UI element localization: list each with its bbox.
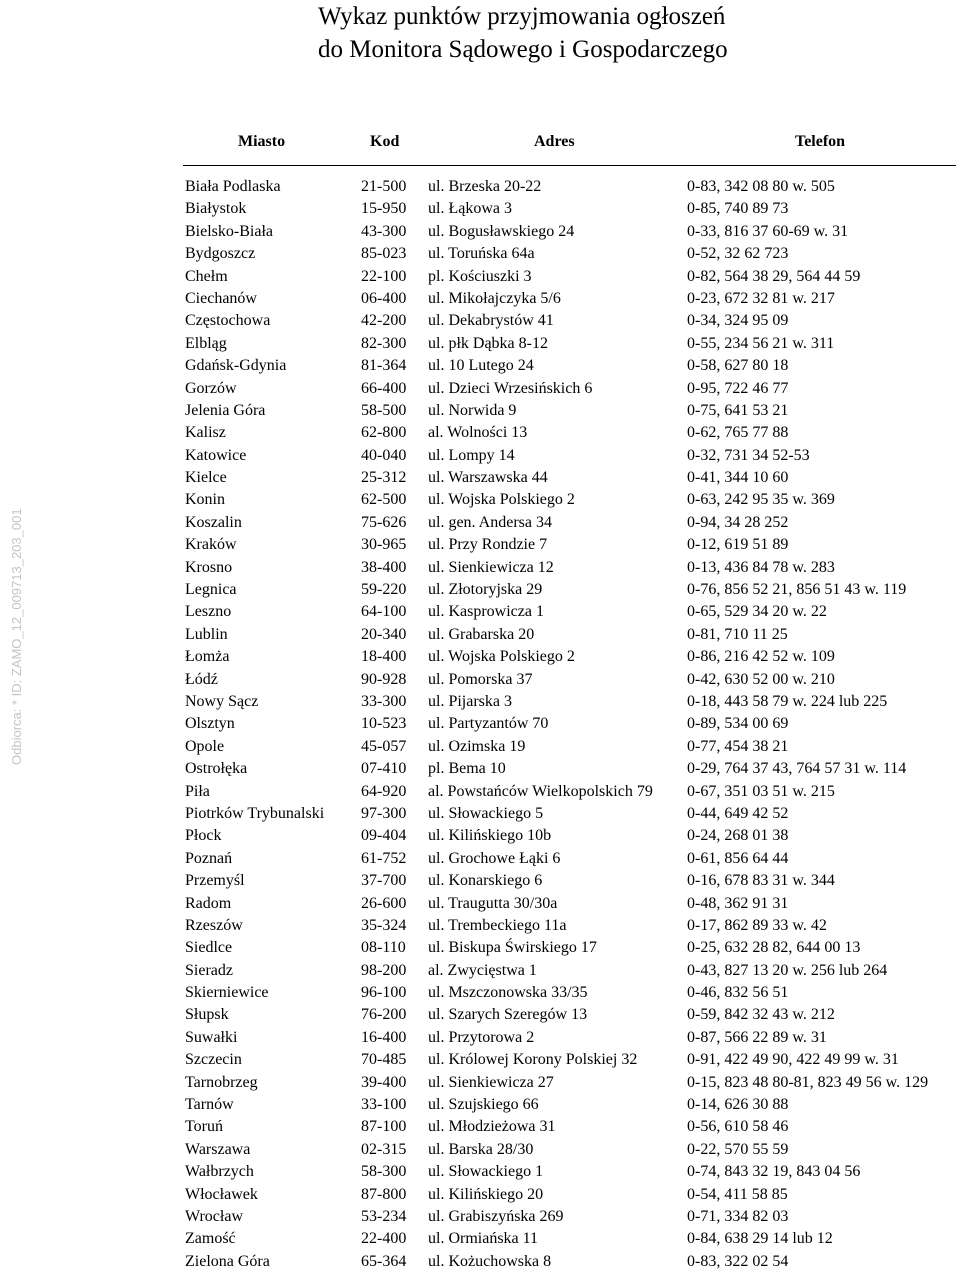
address-cell: ul. Szujskiego 66 [428,1096,539,1114]
postal-code-cell: 10-523 [361,715,407,733]
city-cell: Piła [185,782,210,800]
postal-code-cell: 15-950 [361,200,407,218]
phone-cell: 0-85, 740 89 73 [687,200,789,218]
table-row [0,982,960,1004]
table-row [0,1184,960,1206]
phone-cell: 0-91, 422 49 90, 422 49 99 w. 31 [687,1051,899,1069]
table-row [0,1049,960,1071]
phone-cell: 0-83, 342 08 80 w. 505 [687,178,835,195]
city-cell: Poznań [185,849,233,867]
city-cell: Tarnobrzeg [185,1073,258,1091]
city-cell: Szczecin [185,1051,242,1069]
postal-code-cell: 76-200 [361,1006,407,1024]
table-row [0,758,960,780]
address-cell: al. Wolności 13 [428,424,528,442]
city-cell: Bielsko-Biała [185,222,273,240]
phone-cell: 0-46, 832 56 51 [687,984,789,1002]
address-cell: ul. Kilińskiego 10b [428,827,552,845]
postal-code-cell: 62-800 [361,424,407,442]
postal-code-cell: 59-220 [361,581,407,599]
address-cell: al. Zwycięstwa 1 [428,961,537,979]
table-row [0,557,960,579]
address-cell: ul. płk Dąbka 8-12 [428,334,548,352]
header-address: Adres [534,133,575,150]
phone-cell: 0-77, 454 38 21 [687,737,789,755]
address-cell: ul. 10 Lutego 24 [428,357,534,375]
postal-code-cell: 06-400 [361,289,407,307]
table-row [0,310,960,332]
table-row [0,422,960,444]
postal-code-cell: 43-300 [361,222,407,240]
table-row [0,848,960,870]
city-cell: Częstochowa [185,312,271,330]
table-row [0,288,960,310]
address-cell: ul. Kilińskiego 20 [428,1185,544,1203]
address-cell: ul. gen. Andersa 34 [428,513,552,531]
address-cell: ul. Słowackiego 1 [428,1163,544,1181]
table-row [0,1206,960,1228]
postal-code-cell: 21-500 [361,178,407,195]
phone-cell: 0-61, 856 64 44 [687,849,789,867]
phone-cell: 0-75, 641 53 21 [687,401,789,419]
address-cell: ul. Pijarska 3 [428,692,512,710]
address-cell: ul. Ormiańska 11 [428,1230,539,1248]
address-cell: ul. Pomorska 37 [428,670,533,688]
address-cell: ul. Kożuchowska 8 [428,1252,552,1270]
postal-code-cell: 64-920 [361,782,407,800]
city-cell: Wałbrzych [185,1163,254,1181]
table-row [0,1072,960,1094]
address-cell: ul. Złotoryjska 29 [428,581,543,599]
address-cell: ul. Biskupa Świrskiego 17 [428,939,597,957]
table-row [0,915,960,937]
city-cell: Słupsk [185,1006,229,1024]
address-cell: ul. Grabarska 20 [428,625,535,643]
table-row [0,646,960,668]
phone-cell: 0-15, 823 48 80-81, 823 49 56 w. 129 [687,1073,929,1091]
phone-cell: 0-59, 842 32 43 w. 212 [687,1006,835,1024]
address-cell: ul. Ozimska 19 [428,737,526,755]
phone-cell: 0-54, 411 58 85 [687,1185,788,1203]
postal-code-cell: 22-100 [361,267,407,285]
title-line-2: do Monitora Sądowego i Gospodarczego [318,36,728,63]
table-row [0,893,960,915]
city-cell: Legnica [185,581,237,599]
address-cell: pl. Bema 10 [428,760,506,778]
phone-cell: 0-76, 856 52 21, 856 51 43 w. 119 [687,581,907,599]
address-cell: ul. Dekabrystów 41 [428,312,554,330]
postal-code-cell: 58-500 [361,401,407,419]
city-cell: Płock [185,827,222,845]
city-cell: Łódź [185,670,218,688]
postal-code-cell: 08-110 [361,939,406,957]
table-row [0,176,960,198]
phone-cell: 0-81, 710 11 25 [687,625,788,643]
address-cell: ul. Norwida 9 [428,401,517,419]
address-cell: ul. Kasprowicza 1 [428,603,544,621]
postal-code-cell: 53-234 [361,1207,407,1225]
address-cell: ul. Mszczonowska 33/35 [428,984,588,1002]
address-cell: ul. Partyzantów 70 [428,715,549,733]
table-row [0,1027,960,1049]
postal-code-cell: 70-485 [361,1051,407,1069]
postal-code-cell: 81-364 [361,357,407,375]
city-cell: Tarnów [185,1096,234,1114]
postal-code-cell: 82-300 [361,334,407,352]
phone-cell: 0-14, 626 30 88 [687,1096,789,1114]
table-row [0,1161,960,1183]
city-cell: Kraków [185,536,237,554]
postal-code-cell: 87-100 [361,1118,407,1136]
table-row [0,378,960,400]
address-cell: ul. Wojska Polskiego 2 [428,648,575,666]
phone-cell: 0-62, 765 77 88 [687,424,789,442]
postal-code-cell: 35-324 [361,916,407,934]
phone-cell: 0-44, 649 42 52 [687,804,789,822]
city-cell: Przemyśl [185,872,245,890]
phone-cell: 0-12, 619 51 89 [687,536,789,554]
table-row [0,624,960,646]
city-cell: Zielona Góra [185,1252,270,1270]
city-cell: Biała Podlaska [185,178,281,195]
table-row [0,400,960,422]
address-cell: ul. Traugutta 30/30a [428,894,558,912]
postal-code-cell: 40-040 [361,446,407,464]
phone-cell: 0-83, 322 02 54 [687,1252,789,1270]
phone-cell: 0-89, 534 00 69 [687,715,789,733]
phone-cell: 0-63, 242 95 35 w. 369 [687,491,835,509]
recipient-watermark: Odbiorca: * ID: ZAMO_12_009713_203_001 [9,508,24,765]
postal-code-cell: 42-200 [361,312,407,330]
table-row [0,243,960,265]
address-cell: ul. Młodzieżowa 31 [428,1118,556,1136]
address-cell: ul. Królowej Korony Polskiej 32 [428,1051,638,1069]
city-cell: Konin [185,491,225,509]
table-row [0,691,960,713]
postal-code-cell: 39-400 [361,1073,407,1091]
postal-code-cell: 64-100 [361,603,407,621]
postal-code-cell: 37-700 [361,872,407,890]
phone-cell: 0-42, 630 52 00 w. 210 [687,670,835,688]
address-cell: ul. Mikołajczyka 5/6 [428,289,561,307]
city-cell: Chełm [185,267,228,285]
city-cell: Siedlce [185,939,233,957]
table-row [0,1004,960,1026]
table-header [0,133,960,157]
postal-code-cell: 26-600 [361,894,407,912]
table-row [0,601,960,623]
city-cell: Ciechanów [185,289,257,307]
address-cell: ul. Trembeckiego 11a [428,916,567,934]
address-cell: ul. Szarych Szeregów 13 [428,1006,588,1024]
city-cell: Lublin [185,625,228,643]
phone-cell: 0-16, 678 83 31 w. 344 [687,872,835,890]
city-cell: Wrocław [185,1207,243,1225]
postal-code-cell: 90-928 [361,670,407,688]
city-cell: Opole [185,737,225,755]
phone-cell: 0-23, 672 32 81 w. 217 [687,289,835,307]
phone-cell: 0-95, 722 46 77 [687,379,789,397]
address-cell: ul. Przytorowa 2 [428,1028,535,1046]
table-row [0,266,960,288]
table-body [0,176,960,1273]
table-row [0,1251,960,1273]
address-cell: ul. Lompy 14 [428,446,515,464]
table-row [0,489,960,511]
postal-code-cell: 30-965 [361,536,407,554]
phone-cell: 0-18, 443 58 79 w. 224 lub 225 [687,692,888,710]
postal-code-cell: 33-300 [361,692,407,710]
postal-code-cell: 58-300 [361,1163,407,1181]
city-cell: Olsztyn [185,715,235,733]
phone-cell: 0-24, 268 01 38 [687,827,789,845]
postal-code-cell: 85-023 [361,245,407,263]
city-cell: Katowice [185,446,247,464]
address-cell: ul. Warszawska 44 [428,469,548,487]
address-cell: ul. Wojska Polskiego 2 [428,491,575,509]
city-cell: Suwałki [185,1028,238,1046]
postal-code-cell: 22-400 [361,1230,407,1248]
table-row [0,333,960,355]
city-cell: Włocławek [185,1185,258,1203]
address-cell: ul. Sienkiewicza 12 [428,558,554,576]
table-row [0,736,960,758]
phone-cell: 0-17, 862 89 33 w. 42 [687,916,827,934]
postal-code-cell: 98-200 [361,961,407,979]
postal-code-cell: 65-364 [361,1252,407,1270]
address-cell: ul. Bogusławskiego 24 [428,222,575,240]
address-cell: ul. Sienkiewicza 27 [428,1073,554,1091]
city-cell: Skierniewice [185,984,269,1002]
phone-cell: 0-86, 216 42 52 w. 109 [687,648,835,666]
address-cell: ul. Przy Rondzie 7 [428,536,548,554]
address-cell: ul. Barska 28/30 [428,1140,534,1158]
city-cell: Sieradz [185,961,233,979]
phone-cell: 0-67, 351 03 51 w. 215 [687,782,835,800]
phone-cell: 0-94, 34 28 252 [687,513,789,531]
phone-cell: 0-58, 627 80 18 [687,357,789,375]
table-row [0,713,960,735]
city-cell: Kielce [185,469,227,487]
table-row [0,870,960,892]
address-cell: ul. Grochowe Łąki 6 [428,849,561,867]
address-cell: ul. Toruńska 64a [428,245,535,263]
table-row [0,960,960,982]
table-row [0,467,960,489]
city-cell: Zamość [185,1230,236,1248]
address-cell: ul. Konarskiego 6 [428,872,543,890]
address-cell: al. Powstańców Wielkopolskich 79 [428,782,653,800]
table-row [0,534,960,556]
postal-code-cell: 66-400 [361,379,407,397]
postal-code-cell: 25-312 [361,469,407,487]
header-code: Kod [370,133,400,150]
city-cell: Nowy Sącz [185,692,259,710]
postal-code-cell: 20-340 [361,625,407,643]
postal-code-cell: 33-100 [361,1096,407,1114]
table-row [0,803,960,825]
city-cell: Gorzów [185,379,237,397]
address-cell: ul. Dzieci Wrzesińskich 6 [428,379,593,397]
city-cell: Łomża [185,648,230,666]
postal-code-cell: 61-752 [361,849,407,867]
phone-cell: 0-56, 610 58 46 [687,1118,789,1136]
postal-code-cell: 96-100 [361,984,407,1002]
phone-cell: 0-74, 843 32 19, 843 04 56 [687,1163,861,1181]
city-cell: Białystok [185,200,247,218]
city-cell: Krosno [185,558,233,576]
address-cell: ul. Brzeska 20-22 [428,178,542,195]
city-cell: Elbląg [185,334,227,352]
phone-cell: 0-34, 324 95 09 [687,312,789,330]
city-cell: Ostrołęka [185,760,248,778]
table-row [0,198,960,220]
phone-cell: 0-65, 529 34 20 w. 22 [687,603,827,621]
table-row [0,937,960,959]
phone-cell: 0-48, 362 91 31 [687,894,789,912]
city-cell: Toruń [185,1118,223,1136]
postal-code-cell: 07-410 [361,760,407,778]
table-row [0,1116,960,1138]
header-phone: Telefon [795,133,846,150]
phone-cell: 0-29, 764 37 43, 764 57 31 w. 114 [687,760,907,778]
phone-cell: 0-82, 564 38 29, 564 44 59 [687,267,861,285]
city-cell: Koszalin [185,513,242,531]
address-cell: ul. Słowackiego 5 [428,804,544,822]
city-cell: Rzeszów [185,916,243,934]
table-row [0,445,960,467]
phone-cell: 0-87, 566 22 89 w. 31 [687,1028,827,1046]
phone-cell: 0-55, 234 56 21 w. 311 [687,334,835,352]
postal-code-cell: 45-057 [361,737,407,755]
phone-cell: 0-33, 816 37 60-69 w. 31 [687,222,849,240]
table-row [0,1228,960,1250]
phone-cell: 0-43, 827 13 20 w. 256 lub 264 [687,961,888,979]
header-divider [183,165,956,166]
postal-code-cell: 62-500 [361,491,407,509]
city-cell: Piotrków Trybunalski [185,804,325,822]
phone-cell: 0-41, 344 10 60 [687,469,789,487]
city-cell: Bydgoszcz [185,245,256,263]
table-row [0,221,960,243]
phone-cell: 0-84, 638 29 14 lub 12 [687,1230,833,1248]
address-cell: pl. Kościuszki 3 [428,267,532,285]
postal-code-cell: 38-400 [361,558,407,576]
postal-code-cell: 02-315 [361,1140,407,1158]
table-row [0,579,960,601]
phone-cell: 0-52, 32 62 723 [687,245,789,263]
phone-cell: 0-13, 436 84 78 w. 283 [687,558,835,576]
postal-code-cell: 18-400 [361,648,407,666]
table-row [0,669,960,691]
table-row [0,1139,960,1161]
postal-code-cell: 09-404 [361,827,407,845]
address-cell: ul. Grabiszyńska 269 [428,1207,564,1225]
table-row [0,355,960,377]
table-row [0,781,960,803]
postal-code-cell: 87-800 [361,1185,407,1203]
title-line-1: Wykaz punktów przyjmowania ogłoszeń [318,3,726,30]
city-cell: Gdańsk-Gdynia [185,357,287,375]
city-cell: Warszawa [185,1140,251,1158]
postal-code-cell: 75-626 [361,513,407,531]
header-city: Miasto [238,133,286,150]
phone-cell: 0-25, 632 28 82, 644 00 13 [687,939,861,957]
address-cell: ul. Łąkowa 3 [428,200,512,218]
page-title [318,0,728,66]
phone-cell: 0-32, 731 34 52-53 [687,446,810,464]
city-cell: Radom [185,894,232,912]
phone-cell: 0-71, 334 82 03 [687,1207,789,1225]
city-cell: Leszno [185,603,232,621]
phone-cell: 0-22, 570 55 59 [687,1140,789,1158]
postal-code-cell: 16-400 [361,1028,407,1046]
table-row [0,1094,960,1116]
city-cell: Kalisz [185,424,226,442]
table-row [0,512,960,534]
postal-code-cell: 97-300 [361,804,407,822]
city-cell: Jelenia Góra [185,401,266,419]
table-row [0,825,960,847]
